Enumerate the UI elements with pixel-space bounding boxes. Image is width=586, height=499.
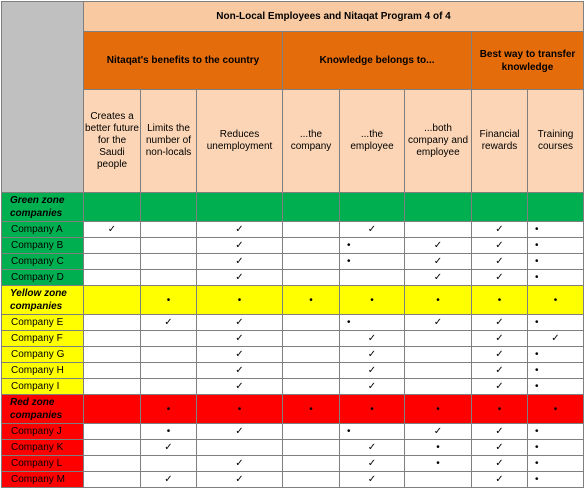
column-header-better-future: Creates a better future for the Saudi people: [84, 90, 141, 193]
zone-mark-cell: [283, 193, 340, 222]
zone-mark-cell: •: [283, 395, 340, 424]
zone-mark-cell: •: [283, 286, 340, 315]
zone-mark-cell: [340, 193, 405, 222]
check-mark-cell: ✓: [472, 363, 528, 379]
check-mark-cell: ✓: [197, 254, 283, 270]
empty-cell: [84, 331, 141, 347]
dot-mark-cell: •: [528, 315, 584, 331]
table-row: [2, 472, 584, 488]
table-row: [2, 456, 584, 472]
empty-cell: [283, 331, 340, 347]
table-row: [2, 270, 584, 286]
group-header-benefits: Nitaqat's benefits to the country: [84, 32, 283, 90]
check-mark-cell: ✓: [472, 315, 528, 331]
empty-cell: [84, 456, 141, 472]
empty-cell: [84, 254, 141, 270]
empty-cell: [283, 347, 340, 363]
empty-cell: [405, 379, 472, 395]
empty-cell: [84, 440, 141, 456]
column-header-the-company: ...the company: [283, 90, 340, 193]
check-mark-cell: ✓: [197, 379, 283, 395]
check-mark-cell: ✓: [405, 270, 472, 286]
company-name: Company D: [2, 270, 84, 286]
check-mark-cell: ✓: [472, 238, 528, 254]
empty-cell: [141, 238, 197, 254]
empty-cell: [405, 363, 472, 379]
empty-cell: [141, 222, 197, 238]
zone-mark-cell: •: [141, 286, 197, 315]
table-row: [2, 379, 584, 395]
empty-cell: [283, 456, 340, 472]
empty-cell: [141, 379, 197, 395]
check-mark-cell: ✓: [472, 254, 528, 270]
zone-mark-cell: [197, 193, 283, 222]
zone-mark-cell: [141, 193, 197, 222]
table-row: [2, 363, 584, 379]
zone-mark-cell: •: [528, 395, 584, 424]
dot-mark-cell: •: [340, 254, 405, 270]
zone-mark-cell: •: [472, 286, 528, 315]
dot-mark-cell: •: [340, 315, 405, 331]
zone-mark-cell: [84, 286, 141, 315]
column-header-limits-non-locals: Limits the number of non-locals: [141, 90, 197, 193]
empty-cell: [141, 331, 197, 347]
zone-mark-cell: •: [197, 395, 283, 424]
check-mark-cell: ✓: [197, 331, 283, 347]
company-name: Company I: [2, 379, 84, 395]
empty-cell: [84, 270, 141, 286]
zone-mark-cell: •: [340, 286, 405, 315]
dot-mark-cell: •: [528, 440, 584, 456]
check-mark-cell: ✓: [197, 315, 283, 331]
empty-cell: [197, 440, 283, 456]
column-header-both: ...both company and employee: [405, 90, 472, 193]
company-name: Company B: [2, 238, 84, 254]
check-mark-cell: ✓: [340, 440, 405, 456]
check-mark-cell: ✓: [84, 222, 141, 238]
zone-mark-cell: •: [472, 395, 528, 424]
check-mark-cell: ✓: [197, 238, 283, 254]
empty-cell: [283, 315, 340, 331]
empty-cell: [283, 254, 340, 270]
empty-cell: [283, 424, 340, 440]
company-name: Company C: [2, 254, 84, 270]
check-mark-cell: ✓: [405, 424, 472, 440]
table-title: Non-Local Employees and Nitaqat Program 4 of 4: [84, 2, 584, 32]
company-name: Company K: [2, 440, 84, 456]
company-name: Company H: [2, 363, 84, 379]
check-mark-cell: ✓: [340, 331, 405, 347]
table-row: [2, 238, 584, 254]
zone-mark-cell: •: [197, 286, 283, 315]
check-mark-cell: ✓: [340, 347, 405, 363]
empty-cell: [141, 347, 197, 363]
zone-label-red: Red zone companies: [2, 395, 84, 424]
empty-cell: [340, 270, 405, 286]
zone-row-green: [2, 193, 584, 222]
dot-mark-cell: •: [528, 424, 584, 440]
dot-mark-cell: •: [528, 222, 584, 238]
zone-mark-cell: •: [141, 395, 197, 424]
zone-mark-cell: [84, 193, 141, 222]
check-mark-cell: ✓: [472, 440, 528, 456]
empty-cell: [405, 222, 472, 238]
dot-mark-cell: •: [528, 238, 584, 254]
check-mark-cell: ✓: [141, 472, 197, 488]
check-mark-cell: ✓: [197, 347, 283, 363]
column-header-training-courses: Training courses: [528, 90, 584, 193]
empty-cell: [84, 347, 141, 363]
check-mark-cell: ✓: [472, 331, 528, 347]
check-mark-cell: ✓: [197, 222, 283, 238]
check-mark-cell: ✓: [472, 347, 528, 363]
zone-mark-cell: •: [405, 286, 472, 315]
dot-mark-cell: •: [528, 270, 584, 286]
dot-mark-cell: •: [141, 424, 197, 440]
zone-label-yellow: Yellow zone companies: [2, 286, 84, 315]
table-row: [2, 347, 584, 363]
check-mark-cell: ✓: [340, 222, 405, 238]
check-mark-cell: ✓: [141, 440, 197, 456]
dot-mark-cell: •: [528, 363, 584, 379]
empty-cell: [141, 254, 197, 270]
table-row: [2, 254, 584, 270]
company-name: Company J: [2, 424, 84, 440]
dot-mark-cell: •: [340, 238, 405, 254]
dot-mark-cell: •: [528, 472, 584, 488]
corner-cell: [2, 2, 84, 193]
company-name: Company L: [2, 456, 84, 472]
zone-mark-cell: [472, 193, 528, 222]
check-mark-cell: ✓: [405, 254, 472, 270]
company-name: Company E: [2, 315, 84, 331]
empty-cell: [84, 424, 141, 440]
check-mark-cell: ✓: [528, 331, 584, 347]
dot-mark-cell: •: [528, 379, 584, 395]
check-mark-cell: ✓: [472, 456, 528, 472]
nitaqat-table: [1, 1, 584, 488]
dot-mark-cell: •: [528, 456, 584, 472]
check-mark-cell: ✓: [340, 456, 405, 472]
zone-label-green: Green zone companies: [2, 193, 84, 222]
column-header-financial-rewards: Financial rewards: [472, 90, 528, 193]
company-name: Company F: [2, 331, 84, 347]
check-mark-cell: ✓: [472, 379, 528, 395]
zone-mark-cell: [84, 395, 141, 424]
dot-mark-cell: •: [528, 254, 584, 270]
table-row: [2, 331, 584, 347]
empty-cell: [84, 315, 141, 331]
check-mark-cell: ✓: [197, 270, 283, 286]
empty-cell: [84, 363, 141, 379]
zone-row-red: [2, 395, 584, 424]
check-mark-cell: ✓: [472, 222, 528, 238]
dot-mark-cell: •: [405, 440, 472, 456]
empty-cell: [283, 222, 340, 238]
check-mark-cell: ✓: [197, 472, 283, 488]
company-name: Company A: [2, 222, 84, 238]
empty-cell: [84, 379, 141, 395]
empty-cell: [141, 456, 197, 472]
table-row: [2, 222, 584, 238]
column-header-the-employee: ...the employee: [340, 90, 405, 193]
check-mark-cell: ✓: [340, 363, 405, 379]
dot-mark-cell: •: [528, 347, 584, 363]
empty-cell: [84, 472, 141, 488]
empty-cell: [283, 363, 340, 379]
dot-mark-cell: •: [405, 456, 472, 472]
zone-mark-cell: •: [340, 395, 405, 424]
company-name: Company G: [2, 347, 84, 363]
dot-mark-cell: •: [340, 424, 405, 440]
check-mark-cell: ✓: [197, 363, 283, 379]
check-mark-cell: ✓: [340, 379, 405, 395]
check-mark-cell: ✓: [472, 424, 528, 440]
check-mark-cell: ✓: [141, 315, 197, 331]
zone-mark-cell: [528, 193, 584, 222]
group-header-knowledge: Knowledge belongs to...: [283, 32, 472, 90]
empty-cell: [283, 270, 340, 286]
zone-row-yellow: [2, 286, 584, 315]
empty-cell: [283, 238, 340, 254]
company-name: Company M: [2, 472, 84, 488]
empty-cell: [283, 440, 340, 456]
check-mark-cell: ✓: [340, 472, 405, 488]
table-row: [2, 424, 584, 440]
check-mark-cell: ✓: [197, 456, 283, 472]
zone-mark-cell: •: [405, 395, 472, 424]
empty-cell: [405, 472, 472, 488]
table-row: [2, 315, 584, 331]
empty-cell: [405, 347, 472, 363]
check-mark-cell: ✓: [405, 238, 472, 254]
check-mark-cell: ✓: [405, 315, 472, 331]
column-header-reduces-unemployment: Reduces unemployment: [197, 90, 283, 193]
check-mark-cell: ✓: [197, 424, 283, 440]
empty-cell: [141, 270, 197, 286]
check-mark-cell: ✓: [472, 472, 528, 488]
zone-mark-cell: [405, 193, 472, 222]
empty-cell: [283, 472, 340, 488]
zone-mark-cell: •: [528, 286, 584, 315]
group-header-transfer: Best way to transfer knowledge: [472, 32, 584, 90]
empty-cell: [141, 363, 197, 379]
empty-cell: [283, 379, 340, 395]
empty-cell: [405, 331, 472, 347]
check-mark-cell: ✓: [472, 270, 528, 286]
empty-cell: [84, 238, 141, 254]
table-row: [2, 440, 584, 456]
